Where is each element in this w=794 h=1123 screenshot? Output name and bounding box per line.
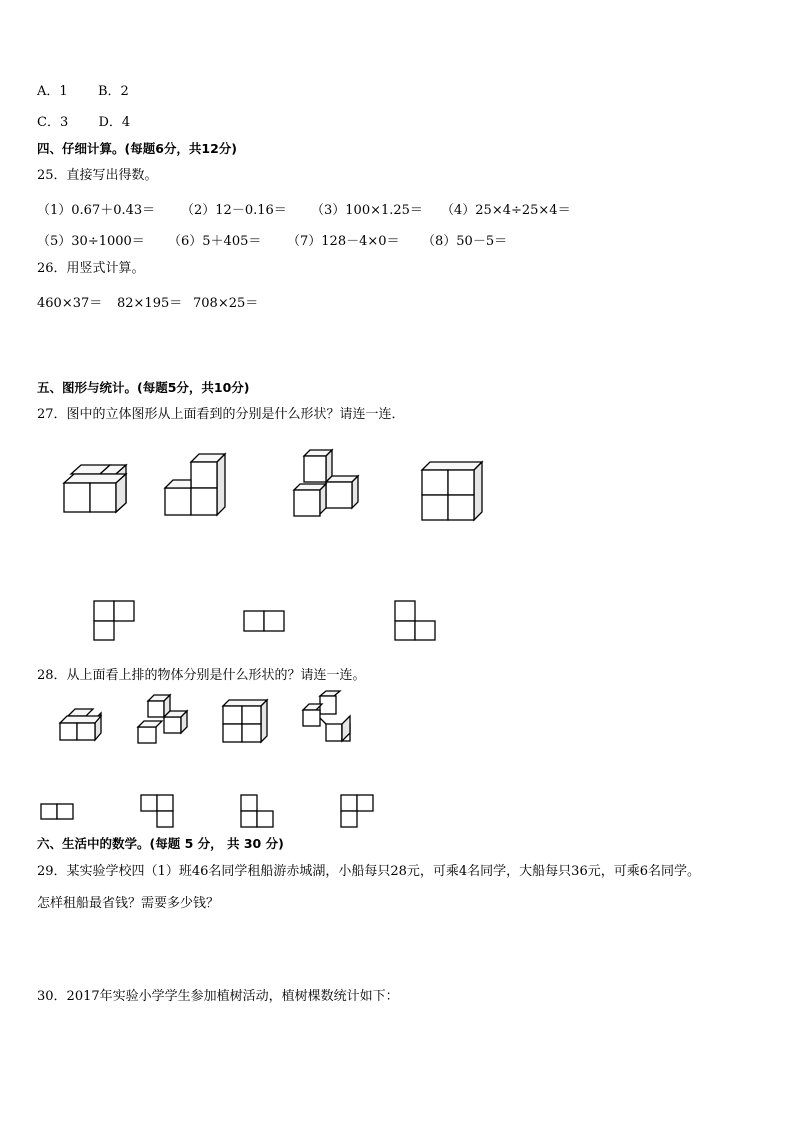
- section-4-title: 四、仔细计算。(每题6分，共12分): [37, 141, 238, 156]
- q25-item-8: （8）50－5＝: [422, 234, 508, 249]
- q25-item-3: （3）100×1.25＝: [311, 203, 423, 218]
- choice-a: A．1: [37, 84, 68, 99]
- q28-solid-3: [220, 698, 270, 746]
- q27-solid-2: [165, 452, 235, 517]
- choice-row-2: [37, 115, 130, 131]
- q27-solid-4: [420, 460, 486, 524]
- q28-view-2: [140, 794, 176, 830]
- section-5-title: 五、图形与统计。(每题5分，共10分): [37, 380, 250, 395]
- q26-item-1: 460×37＝: [37, 296, 103, 311]
- q27-view-2: [243, 610, 287, 634]
- q25-item-6: （6）5＋405＝: [168, 234, 262, 249]
- q30-stem: 30．2017年实验小学学生参加植树活动，植树棵数统计如下：: [37, 989, 399, 1004]
- q27-stem: 27．图中的立体图形从上面看到的分别是什么形状？请连一连．: [37, 407, 405, 422]
- q25-item-4: （4）25×4÷25×4＝: [441, 203, 571, 218]
- q28-view-3: [240, 794, 276, 830]
- choice-d: D．4: [98, 115, 131, 130]
- q27-view-1: [93, 600, 137, 642]
- q28-view-4: [340, 794, 376, 830]
- q27-solid-1: [60, 465, 130, 515]
- q25-item-1: （1）0.67＋0.43＝: [37, 203, 156, 218]
- q28-stem: 28．从上面看上排的物体分别是什么形状的？请连一连。: [37, 668, 366, 683]
- q27-solid-3: [290, 448, 362, 518]
- q28-view-1: [40, 803, 76, 821]
- q26-stem: 26．用竖式计算。: [37, 261, 145, 276]
- q25-item-5: （5）30÷1000＝: [37, 234, 145, 249]
- q25-item-2: （2）12－0.16＝: [181, 203, 287, 218]
- section-6-title: 六、生活中的数学。(每题 5 分， 共 30 分): [37, 836, 284, 851]
- choice-c: C．3: [37, 115, 69, 130]
- q26-item-2: 82×195＝: [117, 296, 183, 311]
- q29-line-2: 怎样租船最省钱？需要多少钱？: [37, 896, 220, 911]
- q28-solid-2: [135, 693, 190, 747]
- q28-solid-1: [55, 705, 105, 745]
- q26-item-3: 708×25＝: [193, 296, 259, 311]
- q25-stem: 25．直接写出得数。: [37, 168, 158, 183]
- choice-row-1: [37, 84, 129, 100]
- q29-line-1: 29．某实验学校四（1）班46名同学租船游赤城湖，小船每只28元，可乘4名同学，大船每只36元，可乘6名同学。: [37, 864, 700, 879]
- choice-b: B．2: [97, 84, 129, 99]
- q27-view-3: [394, 600, 438, 642]
- q25-item-7: （7）128－4×0＝: [287, 234, 400, 249]
- q28-solid-4: [300, 690, 355, 745]
